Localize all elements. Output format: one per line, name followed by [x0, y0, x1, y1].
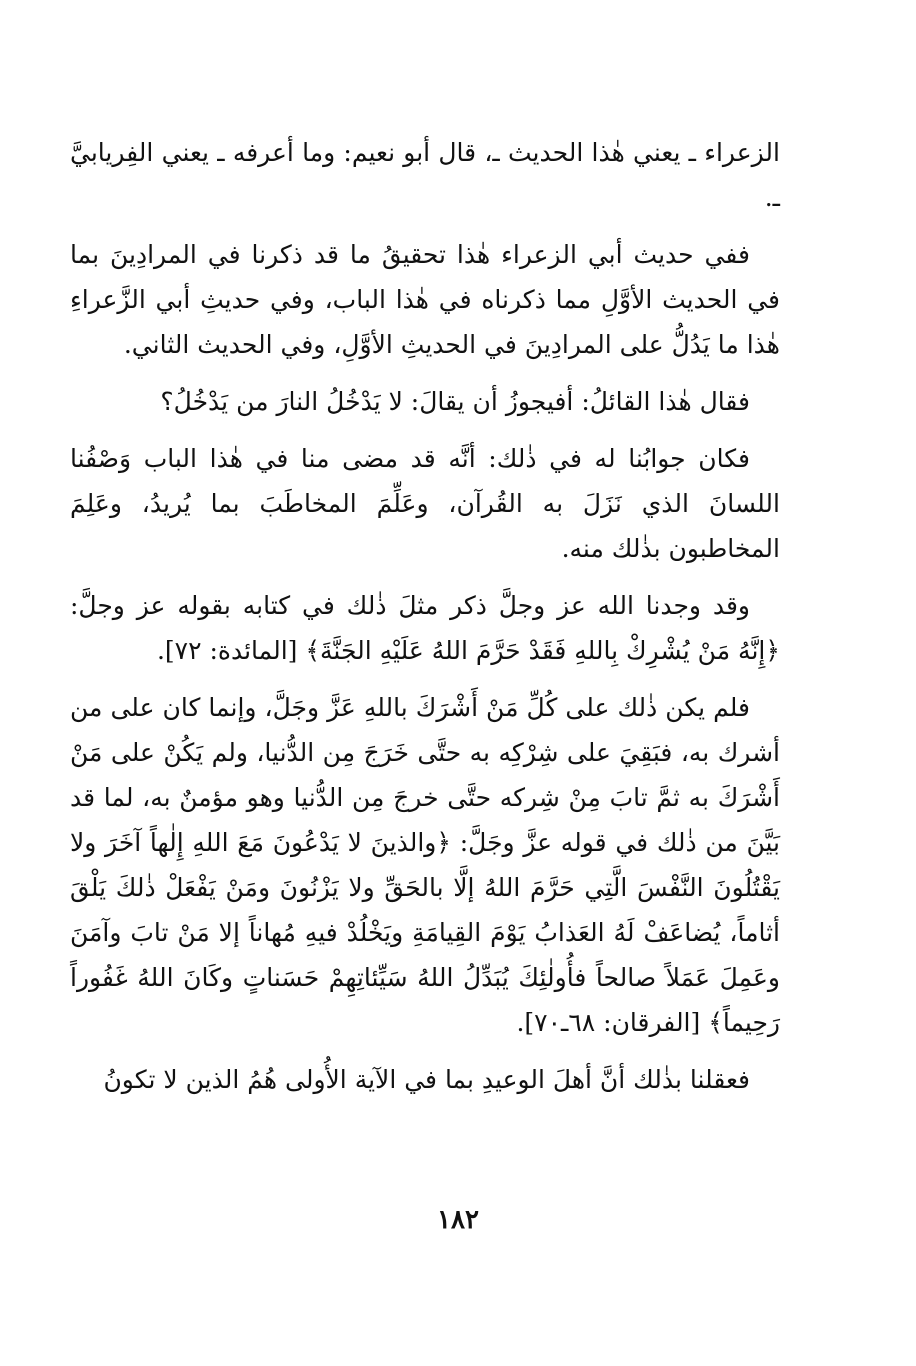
paragraph: فقال هٰذا القائلُ: أفيجوزُ أن يقالَ: لا يَدْخُلُ النارَ من يَدْخُلُ؟: [160, 387, 750, 416]
paragraph: ففي حديث أبي الزعراء هٰذا تحقيقُ ما قد ذكرنا في المرادِينَ بما في الحديث الأوَّلِ مما ذكرناه في هٰذا الباب، وفي حديثِ أبي الزَّعراءِ هٰذا ما يَدُلُّ على المرادِينَ في الحديثِ الأوَّلِ، وفي الحديث الثاني.: [70, 240, 780, 359]
paragraph: وقد وجدنا الله عز وجلَّ ذكر مثلَ ذٰلك في كتابه بقوله عز وجلَّ: ﴿إِنَّهُ مَنْ يُشْرِكْ بِاللهِ فَقَدْ حَرَّمَ اللهُ عَلَيْهِ الجَنَّةَ﴾ [المائدة: ٧٢].: [70, 591, 780, 665]
page-number: ١٨٢: [437, 1205, 479, 1235]
paragraph: فكان جوابُنا له في ذٰلك: أنَّه قد مضى منا في هٰذا الباب وَصْفُنا اللسانَ الذي نَزَلَ به القُرآن، وعَلِّمَ المخاطَبَ بما يُريدُ، وعَلِمَ المخاطبون بذٰلك منه.: [70, 444, 780, 563]
paragraph-continuation: الزعراء ـ يعني هٰذا الحديث ـ، قال أبو نعيم: وما أعرفه ـ يعني الفِريابيَّ ـ.: [70, 138, 780, 212]
page-body: [70, 130, 780, 1114]
paragraph: فلم يكن ذٰلك على كُلِّ مَنْ أَشْرَكَ باللهِ عَزَّ وجَلَّ، وإنما كان على من أشرك به، فبَقِيَ على شِرْكِه به حتَّى خَرَجَ مِن الدُّنيا، ولم يَكُنْ على مَنْ أَشْرَكَ به ثمَّ تابَ مِنْ شِركه حتَّى خرجَ مِن الدُّنيا وهو مؤمنٌ به، لما قد بَيَّنَ من ذٰلك في قوله عزَّ وجَلَّ: ﴿والذينَ لا يَدْعُونَ مَعَ اللهِ إِلٰهاً آخَرَ ولا يَقْتُلُونَ النَّفْسَ الَّتِي حَرَّمَ اللهُ إلَّا بالحَقِّ ولا يَزْنُونَ ومَنْ يَفْعَلْ ذٰلكَ يَلْقَ أثاماً، يُضاعَفْ لَهُ العَذابُ يَوْمَ القِيامَةِ ويَخْلُدْ فيهِ مُهاناً إلا مَنْ تابَ وآمَنَ وعَمِلَ عَمَلاً صالحاً فأُولٰئِكَ يُبَدِّلُ اللهُ سَيِّئاتِهِمْ حَسَناتٍ وكَانَ اللهُ غَفُوراً رَحِيماً﴾ [الفرقان: ٦٨ـ٧٠].: [70, 693, 780, 1037]
paragraph: فعقلنا بذٰلك أنَّ أهلَ الوعيدِ بما في الآية الأُولى هُمُ الذين لا تكونُ: [103, 1065, 750, 1094]
